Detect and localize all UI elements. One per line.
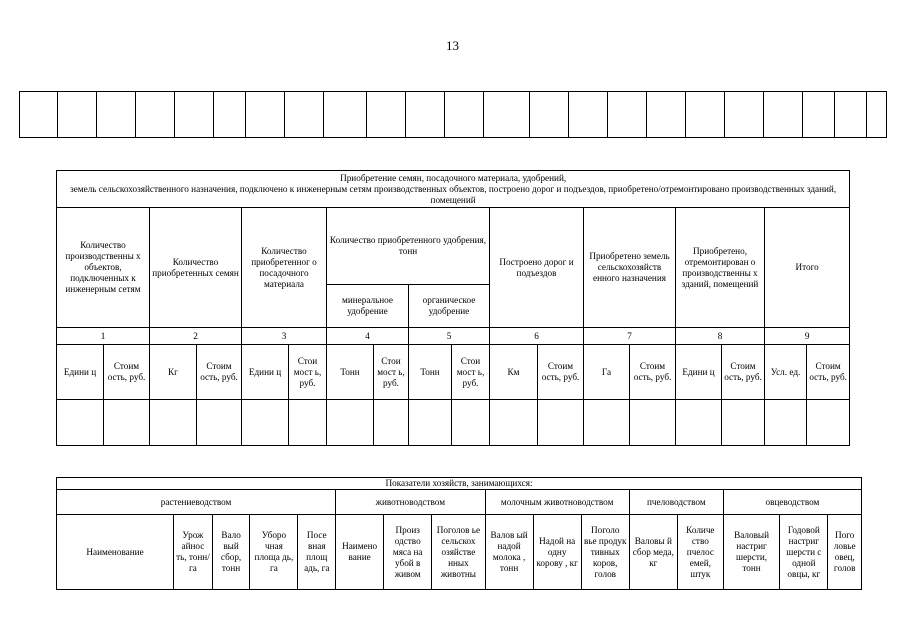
- table-cell: [409, 400, 452, 446]
- table-cell: [150, 400, 197, 446]
- column-number: 4: [327, 328, 409, 345]
- table-cell: [569, 92, 608, 138]
- table-row: [57, 345, 850, 400]
- table-cell: [538, 400, 584, 446]
- table-cell: [57, 400, 104, 446]
- unit-header: Едини ц: [57, 345, 104, 400]
- group-header: растениеводством: [57, 490, 336, 515]
- unit-header: Едини ц: [676, 345, 722, 400]
- unit-header: Стои мост ь, руб.: [374, 345, 409, 400]
- table-cell: [452, 400, 490, 446]
- unit-header: Едини ц: [242, 345, 289, 400]
- table-cell: [136, 92, 175, 138]
- column-header: Приобретено земель сельскохозяйств енного назначения: [584, 208, 676, 328]
- table-cell: [175, 92, 214, 138]
- table-row: [20, 92, 887, 138]
- table-cell: [807, 400, 850, 446]
- table-title: Приобретение семян, посадочного материала, удобрений, земель сельскохозяйственного назначения, подключено к инженерным сетям производственных объектов, построено дорог и подъездов, приобретено/отремонтировано производственных зданий, помещений: [57, 171, 850, 208]
- unit-header: Кг: [150, 345, 197, 400]
- table-row: [57, 208, 850, 285]
- column-header: Количе ство пчелос емей, штук: [677, 515, 723, 590]
- table-cell: [97, 92, 136, 138]
- column-header: Посе вная площ адь, га: [298, 515, 336, 590]
- table-cell: [197, 400, 242, 446]
- column-header: органическое удобрение: [409, 285, 490, 328]
- table-title: Показатели хозяйств, занимающихся:: [57, 478, 862, 490]
- table-cell: [722, 400, 765, 446]
- table-row: [57, 515, 862, 590]
- table-cell: [214, 92, 246, 138]
- table-row: [57, 328, 850, 345]
- column-header: Произ одство мяса на убой в живом: [384, 515, 432, 590]
- column-number: 2: [150, 328, 242, 345]
- column-header: Итого: [765, 208, 850, 328]
- header-strip-table: [19, 91, 887, 138]
- column-number: 3: [242, 328, 327, 345]
- table-cell: [374, 400, 409, 446]
- group-header: молочным животноводством: [485, 490, 629, 515]
- column-number: 6: [490, 328, 584, 345]
- column-number: 7: [584, 328, 676, 345]
- column-header: Построено дорог и подъездов: [490, 208, 584, 328]
- unit-header: Стоим ость, руб.: [538, 345, 584, 400]
- group-header: животноводством: [336, 490, 485, 515]
- unit-header: Стоим ость, руб.: [807, 345, 850, 400]
- table-cell: [484, 92, 530, 138]
- table-cell: [725, 92, 764, 138]
- column-number: 5: [409, 328, 490, 345]
- table-cell: [584, 400, 630, 446]
- table-row: [57, 171, 850, 208]
- page-number: 13: [446, 38, 459, 53]
- unit-header: Км: [490, 345, 538, 400]
- unit-header: Усл. ед.: [765, 345, 807, 400]
- column-header: Надой на одну корову , кг: [533, 515, 581, 590]
- column-header: Количество приобретенног о посадочного материала: [242, 208, 327, 328]
- column-header: Приобретено, отремонтирован о производственны х зданий, помещений: [676, 208, 765, 328]
- table-cell: [327, 400, 374, 446]
- group-header: пчеловодством: [629, 490, 723, 515]
- column-header: минеральное удобрение: [327, 285, 409, 328]
- column-header: Уборо чная площа дь, га: [250, 515, 298, 590]
- column-header: Годовой настриг шерсти с одной овцы, кг: [780, 515, 828, 590]
- table-cell: [647, 92, 686, 138]
- group-header: овцеводством: [723, 490, 861, 515]
- table-cell: [58, 92, 97, 138]
- table-cell: [246, 92, 285, 138]
- table-cell: [104, 400, 150, 446]
- unit-header: Га: [584, 345, 630, 400]
- table-cell: [676, 400, 722, 446]
- acquisition-table: [56, 170, 850, 446]
- table-cell: [835, 92, 867, 138]
- unit-header: Тонн: [327, 345, 374, 400]
- column-number: 1: [57, 328, 150, 345]
- table-cell: [686, 92, 725, 138]
- unit-header: Стоим ость, руб.: [630, 345, 676, 400]
- column-header: Наименование: [57, 515, 174, 590]
- table-cell: [242, 400, 289, 446]
- column-header: Урож айнос ть, тонн/ га: [174, 515, 213, 590]
- column-header: Валовы й сбор меда, кг: [629, 515, 677, 590]
- table-cell: [445, 92, 484, 138]
- table-cell: [490, 400, 538, 446]
- column-header: Количество приобретенных семян: [150, 208, 242, 328]
- unit-header: Тонн: [409, 345, 452, 400]
- table-cell: [285, 92, 324, 138]
- table-cell: [764, 92, 803, 138]
- unit-header: Стои мост ь, руб.: [452, 345, 490, 400]
- unit-header: Стоим ость, руб.: [722, 345, 765, 400]
- table-cell: [289, 400, 327, 446]
- farm-indicators-table: [56, 477, 862, 590]
- column-header: Поголо вье продук тивных коров, голов: [581, 515, 629, 590]
- unit-header: Стоим ость, руб.: [104, 345, 150, 400]
- table-row: [57, 490, 862, 515]
- column-header: Количество приобретенного удобрения, тонн: [327, 208, 490, 285]
- table-cell: [530, 92, 569, 138]
- table-cell: [367, 92, 406, 138]
- column-header: Поголов ье сельскох озяйстве нных животны: [432, 515, 485, 590]
- table-cell: [324, 92, 367, 138]
- unit-header: Стои мост ь, руб.: [289, 345, 327, 400]
- table-cell: [765, 400, 807, 446]
- table-cell: [20, 92, 58, 138]
- table-cell: [630, 400, 676, 446]
- column-header: Валов ый надой молока , тонн: [485, 515, 533, 590]
- table-cell: [406, 92, 445, 138]
- column-number: 8: [676, 328, 765, 345]
- column-header: Количество производственны х объектов, подключенных к инженерным сетям: [57, 208, 150, 328]
- column-header: Пого ловье овец, голов: [828, 515, 862, 590]
- column-header: Вало вый сбор, тонн: [212, 515, 250, 590]
- table-row: [57, 400, 850, 446]
- column-header: Наимено вание: [336, 515, 384, 590]
- column-number: 9: [765, 328, 850, 345]
- column-header: Валовый настриг шерсти, тонн: [723, 515, 779, 590]
- table-cell: [867, 92, 887, 138]
- unit-header: Стоим ость, руб.: [197, 345, 242, 400]
- table-cell: [803, 92, 835, 138]
- table-cell: [608, 92, 647, 138]
- table-row: [57, 478, 862, 490]
